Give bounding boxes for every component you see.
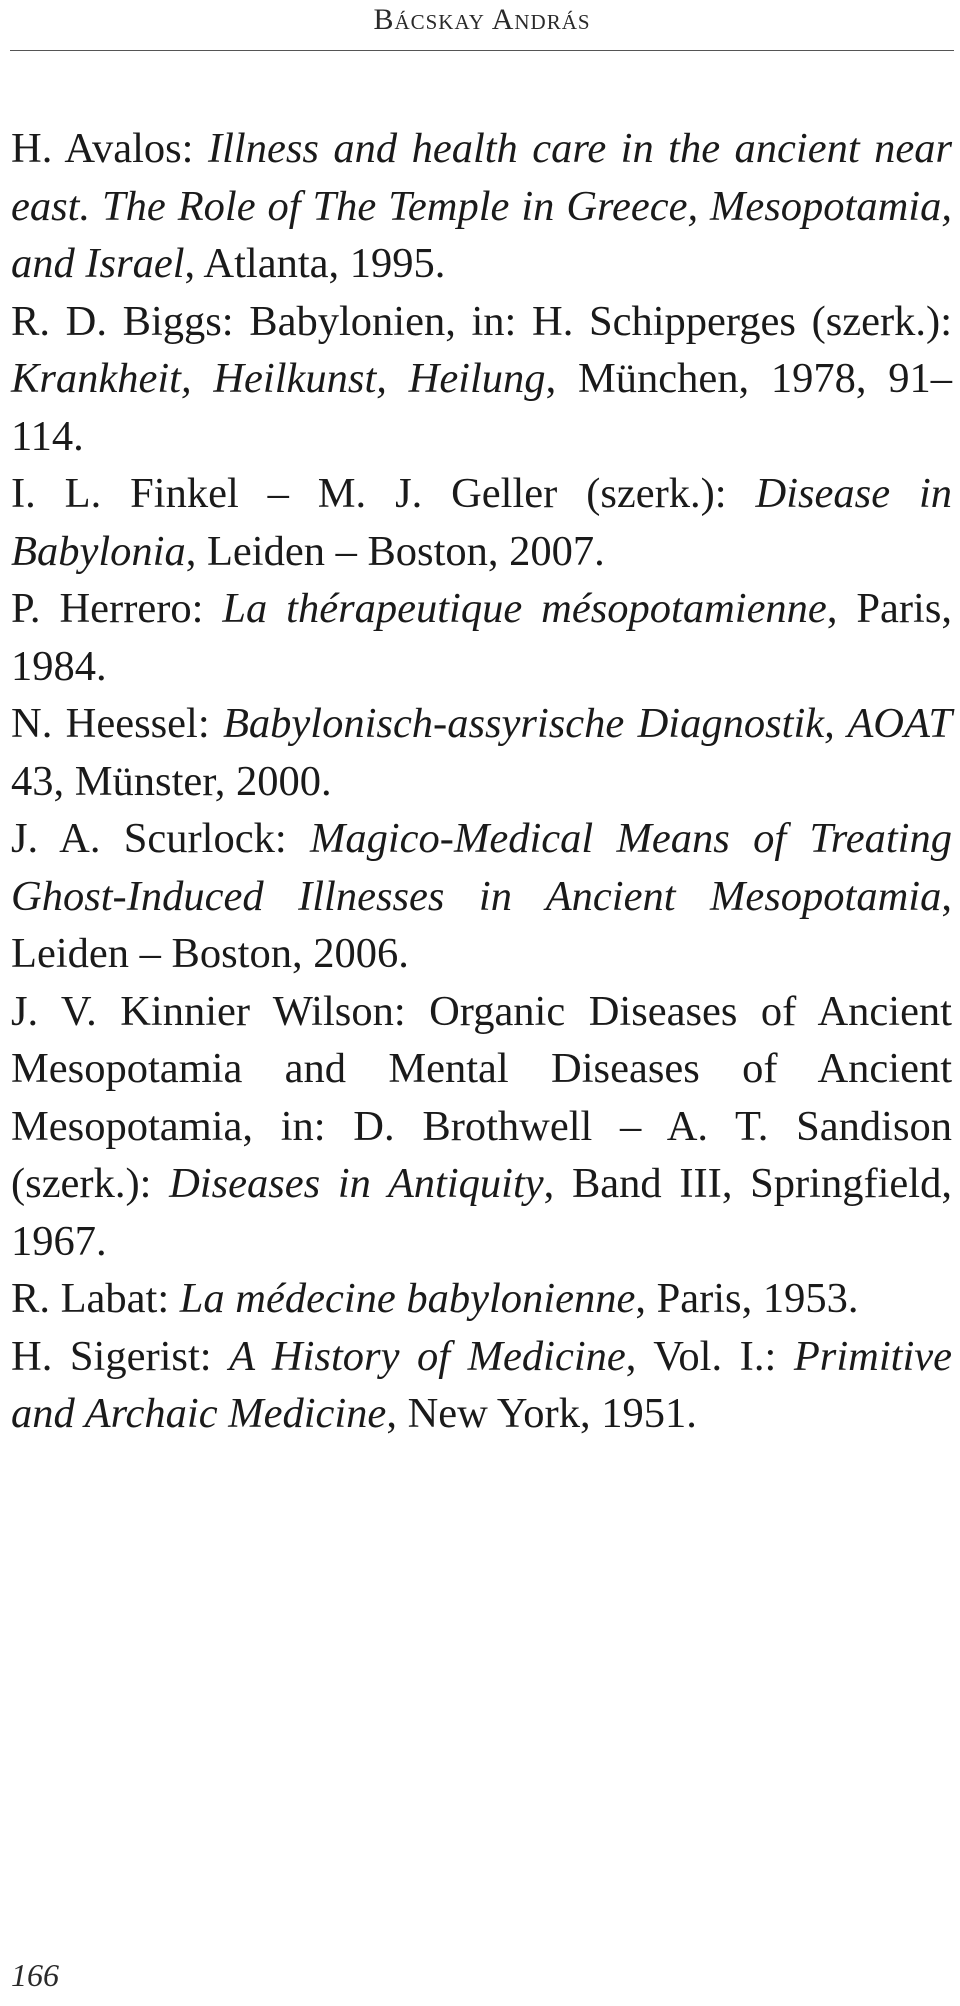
entry-title-italic: Krankheit, Heilkunst, Heilung xyxy=(11,355,546,402)
entry-text: J. A. Scurlock: xyxy=(11,815,310,862)
entry-text: R. D. Biggs: Babylonien, in: H. Schipperges (szerk.): xyxy=(11,297,952,345)
entry-text: R. Labat: xyxy=(11,1275,180,1322)
entry-text: , Band III, Springfield, 1967. xyxy=(11,1160,952,1265)
entry-title-italic: La médecine babylonienne xyxy=(179,1275,636,1322)
entry-text: , Atlanta, 1995. xyxy=(184,240,446,287)
bibliography-entry xyxy=(11,293,952,466)
entry-text: , Leiden – Boston, 2006. xyxy=(11,872,952,977)
entry-text: H. Sigerist: xyxy=(11,1332,230,1380)
entry-text: , München, 1978, 91–114. xyxy=(11,355,952,460)
entry-text: N. Heessel: xyxy=(11,700,223,747)
entry-title-italic: Primitive and Archaic Medicine xyxy=(11,1332,952,1437)
bibliography-entry xyxy=(11,120,952,293)
entry-text: H. Avalos: xyxy=(11,125,208,172)
entry-title-italic: Magico-Medical Means of Treating Ghost-Induced Illnesses in Ancient Mesopotamia xyxy=(11,815,952,920)
bibliography-entry xyxy=(11,810,952,983)
bibliography-list xyxy=(11,120,952,1443)
page-number: 166 xyxy=(11,1957,59,1993)
entry-text: , Paris, 1984. xyxy=(11,585,952,690)
entry-text: , New York, 1951. xyxy=(386,1390,697,1437)
entry-text: , Paris, 1953. xyxy=(635,1275,859,1322)
entry-text: , Leiden – Boston, 2007. xyxy=(185,527,605,575)
entry-text: I. L. Finkel – M. J. Geller (szerk.): xyxy=(11,470,756,517)
entry-text: 43, Münster, 2000. xyxy=(11,757,332,805)
bibliography-entry xyxy=(11,1328,952,1443)
bibliography-entry xyxy=(11,465,952,580)
bibliography-entry xyxy=(11,983,952,1271)
entry-text: P. Herrero: xyxy=(11,585,223,632)
bibliography-entry xyxy=(11,1270,952,1328)
entry-title-italic: La thérapeutique mésopotamienne xyxy=(222,585,827,632)
bibliography-entry xyxy=(11,695,952,810)
entry-title-italic: Disease in Babylonia xyxy=(11,470,952,575)
entry-title-italic: Diseases in Antiquity xyxy=(169,1160,544,1207)
running-head: Bácskay András xyxy=(10,0,954,51)
entry-title-italic: Illness and health care in the ancient near east. The Role of The Temple in Greece, Mesopotamia, and Israel xyxy=(11,125,953,287)
bibliography-entry xyxy=(11,580,952,695)
entry-title-italic: Babylonisch-assyrische Diagnostik, AOAT xyxy=(222,700,952,747)
entry-text: J. V. Kinnier Wilson: Organic Diseases of Ancient Mesopotamia and Mental Diseases of Ancient Mesopotamia, in: D. Brothwell – A. T. Sandison (szerk.): xyxy=(11,987,952,1207)
entry-text: , Vol. I.: xyxy=(625,1332,794,1380)
entry-title-italic: A History of Medicine xyxy=(229,1332,626,1380)
